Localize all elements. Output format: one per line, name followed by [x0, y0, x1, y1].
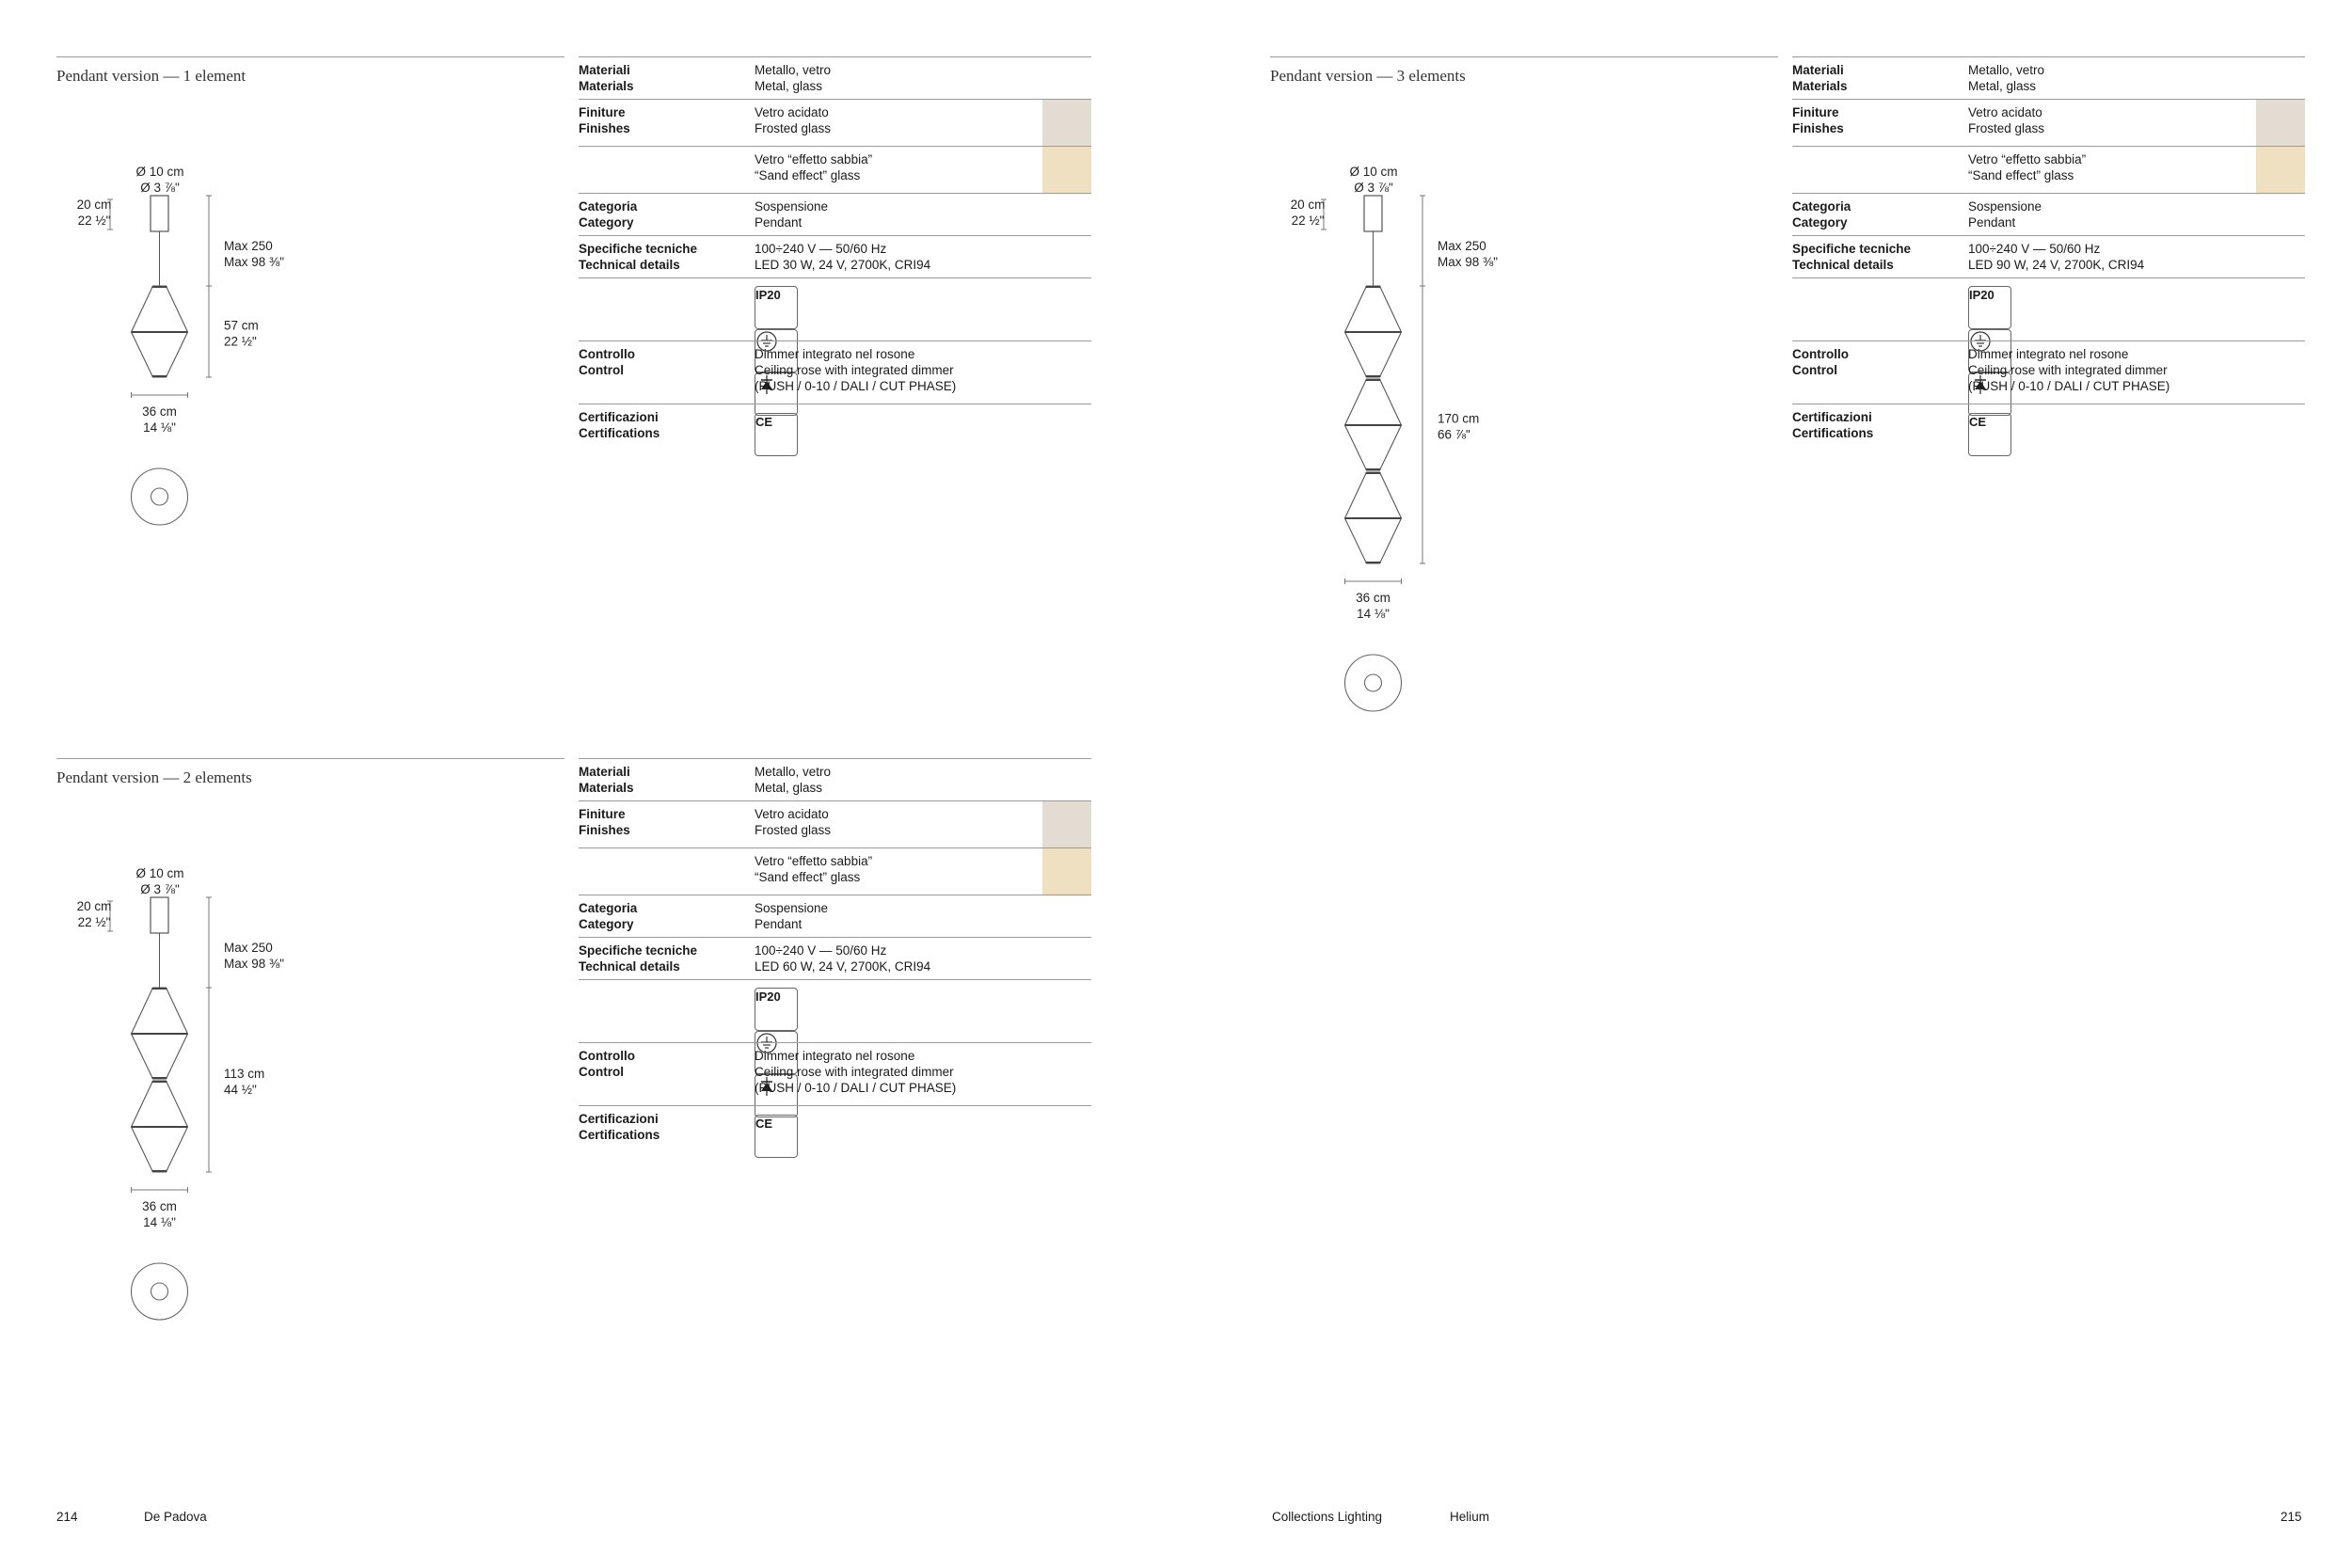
lamp-body: [1345, 231, 1402, 563]
width-in: 14 ⅛": [143, 420, 176, 435]
ceiling-rose: [151, 196, 168, 231]
diameter-cm: Ø 10 cm: [135, 866, 184, 880]
rose-dim: [77, 899, 113, 931]
sand-swatch: [1042, 147, 1091, 194]
max-length-in: Max 98 ⅜": [1438, 255, 1499, 269]
control-row: Controllo Control Dimmer integrato nel rosone Ceiling rose with integrated dimmer (PUSH / 0-10 / DALI / CUT PHASE): [579, 1042, 1091, 1105]
height-cm: 170 cm: [1438, 411, 1480, 426]
collection-name: Collections Lighting: [1272, 1510, 1383, 1524]
ip-rating-badge: IP20: [755, 286, 798, 329]
max-length-cm: Max 250: [1438, 239, 1486, 253]
diameter-in: Ø 3 ⅞": [140, 181, 180, 195]
technical-drawing: [56, 98, 320, 700]
width-cm: 36 cm: [1356, 591, 1391, 605]
finish-row-sand: Vetro “effetto sabbia” “Sand effect” glass: [579, 847, 1091, 895]
icons-row: [1792, 277, 2305, 341]
height-cm: 57 cm: [224, 318, 259, 333]
top-view-inner-circle: [151, 1283, 168, 1300]
rose-height-in: 22 ½": [77, 214, 111, 228]
finish-row-sand: Vetro “effetto sabbia” “Sand effect” glass: [579, 146, 1091, 193]
diameter-in: Ø 3 ⅞": [140, 882, 180, 896]
brand-name: De Padova: [144, 1510, 207, 1524]
top-view-inner-circle: [151, 488, 168, 505]
lamp-body: [132, 231, 188, 377]
section-title: Pendant version — 3 elements: [1270, 56, 1778, 86]
diameter-cm: Ø 10 cm: [135, 165, 184, 179]
page-number-left: 214: [56, 1510, 78, 1524]
diameter-cm: Ø 10 cm: [1349, 165, 1398, 179]
finish-row-sand: Vetro “effetto sabbia” “Sand effect” glass: [1792, 146, 2305, 193]
ip-rating-badge: IP20: [755, 988, 798, 1031]
drawing-svg: [1270, 98, 1534, 700]
category-row: Categoria Category Sospensione Pendant: [579, 193, 1091, 235]
category-row: Categoria Category Sospensione Pendant: [1792, 193, 2305, 235]
sand-swatch: [1042, 848, 1091, 895]
diameter-in: Ø 3 ⅞": [1354, 181, 1393, 195]
height-in: 44 ½": [224, 1083, 257, 1097]
width-cm: 36 cm: [142, 1199, 177, 1213]
right-dimensions: [1420, 196, 1498, 563]
bottom-dimension: [1345, 578, 1402, 711]
category-row: Categoria Category Sospensione Pendant: [579, 895, 1091, 937]
bottom-dimension: [132, 392, 188, 525]
icons-row: [579, 979, 1091, 1042]
certifications-row: Certificazioni Certifications CE: [1792, 404, 2305, 456]
top-view-inner-circle: [1365, 674, 1382, 691]
technical-drawing: [56, 800, 320, 1402]
certifications-row: Certificazioni Certifications CE: [579, 1105, 1091, 1158]
section-title: Pendant version — 2 elements: [56, 758, 564, 787]
materials-row: Materiali Materials Metallo, vetro Metal, glass: [579, 56, 1091, 99]
spec-table: [1792, 56, 2305, 456]
page-number-right: 215: [2280, 1510, 2302, 1524]
height-cm: 113 cm: [224, 1067, 265, 1081]
width-in: 14 ⅛": [1357, 607, 1390, 621]
frosted-swatch: [2256, 100, 2305, 147]
frosted-swatch: [1042, 801, 1091, 848]
product-name: Helium: [1450, 1510, 1490, 1524]
icons-row: [579, 277, 1091, 341]
ce-mark-icon: CE: [755, 1115, 798, 1158]
ip-rating-badge: IP20: [1968, 286, 2011, 329]
finish-row-frosted: Finiture Finishes Vetro acidato Frosted glass: [1792, 99, 2305, 146]
lamp-body: [132, 933, 188, 1172]
ceiling-rose: [1364, 196, 1382, 231]
finish-row-frosted: Finiture Finishes Vetro acidato Frosted glass: [579, 99, 1091, 146]
right-dimensions: [206, 897, 284, 1172]
rose-height-in: 22 ½": [1291, 214, 1325, 228]
height-in: 66 ⅞": [1438, 427, 1470, 442]
technical-row: Specifiche tecniche Technical details 100÷240 V — 50/60 Hz LED 30 W, 24 V, 2700K, CRI94: [579, 235, 1091, 277]
control-row: Controllo Control Dimmer integrato nel rosone Ceiling rose with integrated dimmer (PUSH / 0-10 / DALI / CUT PHASE): [1792, 341, 2305, 404]
section-title: Pendant version — 1 element: [56, 56, 564, 86]
max-length-cm: Max 250: [224, 941, 273, 955]
drawing-svg: [56, 800, 320, 1402]
bottom-dimension: [132, 1187, 188, 1320]
rose-dim: [1291, 198, 1327, 230]
width-cm: 36 cm: [142, 404, 177, 419]
certifications-row: Certificazioni Certifications CE: [579, 404, 1091, 456]
technical-drawing: [1270, 98, 1534, 700]
right-dimensions: [206, 196, 284, 377]
ce-mark-icon: CE: [1968, 413, 2011, 456]
spec-table: [579, 758, 1091, 1158]
drawing-svg: [56, 98, 320, 700]
materials-row: Materiali Materials Metallo, vetro Metal, glass: [1792, 56, 2305, 99]
rose-height-in: 22 ½": [77, 915, 111, 929]
ceiling-rose: [151, 897, 168, 933]
technical-row: Specifiche tecniche Technical details 100÷240 V — 50/60 Hz LED 90 W, 24 V, 2700K, CRI94: [1792, 235, 2305, 277]
materials-row: Materiali Materials Metallo, vetro Metal, glass: [579, 758, 1091, 800]
max-length-in: Max 98 ⅜": [224, 255, 285, 269]
finish-row-frosted: Finiture Finishes Vetro acidato Frosted glass: [579, 800, 1091, 847]
control-row: Controllo Control Dimmer integrato nel rosone Ceiling rose with integrated dimmer (PUSH / 0-10 / DALI / CUT PHASE): [579, 341, 1091, 404]
rose-height-cm: 20 cm: [76, 899, 112, 913]
rose-height-cm: 20 cm: [76, 198, 112, 212]
technical-row: Specifiche tecniche Technical details 100÷240 V — 50/60 Hz LED 60 W, 24 V, 2700K, CRI94: [579, 937, 1091, 979]
max-length-cm: Max 250: [224, 239, 273, 253]
width-in: 14 ⅛": [143, 1215, 176, 1229]
height-in: 22 ½": [224, 334, 257, 349]
rose-dim: [77, 198, 113, 230]
frosted-swatch: [1042, 100, 1091, 147]
sand-swatch: [2256, 147, 2305, 194]
rose-height-cm: 20 cm: [1290, 198, 1326, 212]
ce-mark-icon: CE: [755, 413, 798, 456]
max-length-in: Max 98 ⅜": [224, 957, 285, 971]
spec-table: [579, 56, 1091, 456]
